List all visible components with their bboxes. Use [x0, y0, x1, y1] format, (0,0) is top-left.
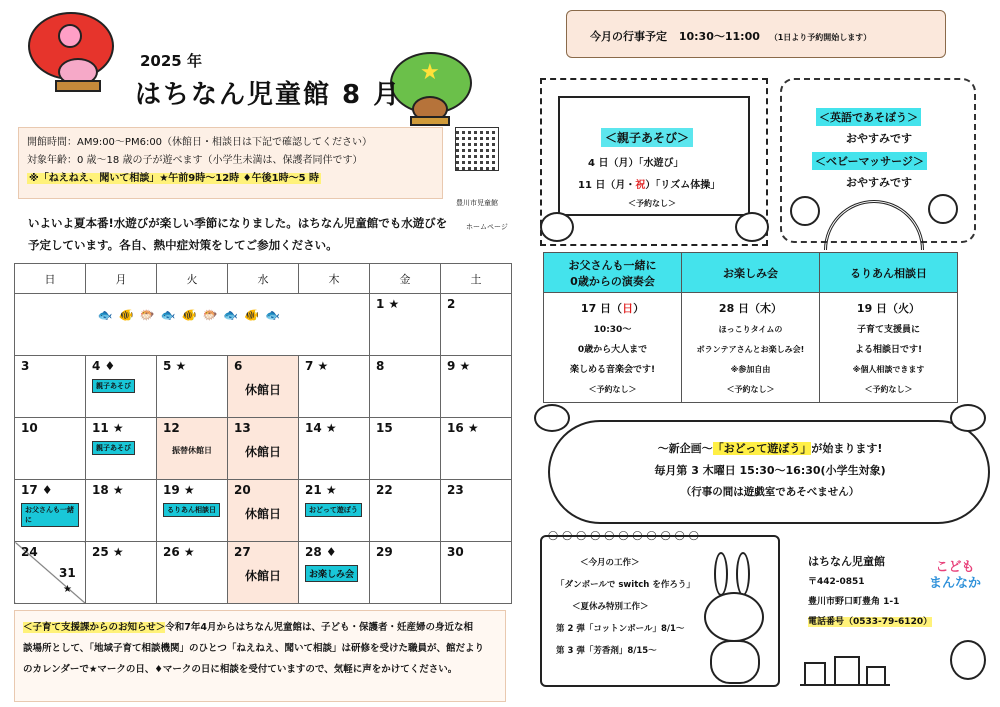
event-date: 28 日（木） — [718, 302, 783, 315]
events-header-row — [544, 253, 958, 293]
event-reservation: ＜予約なし＞ — [588, 385, 637, 394]
event-header-text: 0歳からの演奏会 — [570, 274, 655, 288]
event-date — [581, 302, 644, 315]
english-status: おやすみです — [846, 132, 912, 145]
event-date-text: ） — [633, 302, 645, 315]
fish-decoration-icon: 🐟🐠🐡🐟🐠🐡🐟🐠🐟 — [15, 294, 370, 356]
event-date: 19 日（火） — [856, 302, 921, 315]
oyako-line2-text: ）「リズム体操」 — [645, 180, 721, 191]
child-icon — [928, 194, 958, 224]
odotte-line1 — [560, 440, 980, 456]
day-cell[interactable]: 23 — [441, 480, 512, 542]
event-header-text: お父さんも一緒に — [568, 258, 657, 272]
notice-heading: ＜子育て支援課からのお知らせ＞ — [23, 622, 166, 633]
year-label: 2025 年 — [140, 52, 202, 70]
day-cell[interactable] — [15, 480, 86, 542]
calendar-week-2 — [15, 356, 512, 418]
closed-label: 振替休館日 — [172, 446, 212, 455]
day-cell[interactable]: 16 ★ — [441, 418, 512, 480]
day-number: 17 ♦ — [21, 483, 53, 497]
child-icon — [790, 196, 820, 226]
day-number: 4 ♦ — [92, 359, 116, 373]
day-cell[interactable]: 14 ★ — [299, 418, 370, 480]
day-cell-closed[interactable] — [228, 480, 299, 542]
contact-block — [808, 552, 932, 632]
qr-code-icon[interactable] — [455, 127, 499, 171]
rabbit-icon — [700, 552, 774, 688]
star-icon: ★ — [420, 60, 440, 85]
houses-icon — [800, 652, 890, 686]
holiday-mark: 祝 — [635, 180, 646, 191]
girl-icon — [950, 640, 986, 680]
day-number: 27 — [234, 545, 251, 559]
event-tag: お楽しみ会 — [305, 565, 358, 582]
calendar-week-5 — [15, 542, 512, 604]
calendar-header-row — [15, 264, 512, 294]
odotte-highlight: 「おどって遊ぼう」 — [712, 442, 812, 455]
day-cell[interactable]: 9 ★ — [441, 356, 512, 418]
notice-text: のカレンダーで★マークの日、♦マークの日に相談を受付ていますので、気軽に声をかけてください。 — [23, 664, 458, 675]
notebook-rings-icon: ◯◯◯◯◯◯◯◯◯◯◯ — [548, 531, 703, 541]
weekday-thu: 木 — [299, 264, 370, 294]
day-cell[interactable]: 22 — [370, 480, 441, 542]
odotte-text: ～新企画～ — [657, 442, 713, 455]
hours-line: 開館時間：AM9:00～PM6:00（休館日・相談日は下記で確認してください） — [27, 137, 373, 148]
contact-phone: 電話番号（0533-79-6120） — [808, 617, 933, 627]
day-cell[interactable] — [299, 480, 370, 542]
day-cell-closed[interactable] — [157, 418, 228, 480]
basket-icon — [410, 116, 450, 126]
bird-icon — [534, 404, 570, 432]
weekday-tue: 火 — [157, 264, 228, 294]
day-number: 24 — [21, 545, 38, 559]
event-tag: るりあん相談日 — [163, 503, 220, 517]
schedule-time: 10:30～11:00 — [678, 30, 760, 43]
event-cell-consult — [820, 293, 958, 403]
day-cell-split[interactable] — [15, 542, 86, 604]
logo-line2: まんなか — [928, 576, 981, 591]
bird-icon — [950, 404, 986, 432]
age-line: 対象年齢：0 歳～18 歳の子が遊べます（小学生未満は、保護者同伴です） — [27, 155, 363, 166]
day-cell[interactable]: 2 — [441, 294, 512, 356]
qr-label: 豊川市児童館 — [456, 199, 498, 207]
calendar — [14, 263, 512, 604]
oyako-reservation: ＜予約なし＞ — [628, 199, 676, 208]
oyako-line1: 4 日（月）「水遊び」 — [588, 158, 684, 169]
day-number-31: 31 — [59, 566, 76, 580]
day-number: 28 ♦ — [305, 545, 337, 559]
calendar-week-3 — [15, 418, 512, 480]
weekday-sun: 日 — [15, 264, 86, 294]
odotte-line2: 毎月第 3 木曜日 15:30～16:30(小学生対象) — [654, 464, 886, 477]
event-header-consult: るりあん相談日 — [820, 253, 958, 293]
english-title: ＜英語であそぼう＞ — [816, 108, 921, 126]
day-cell-closed[interactable] — [228, 418, 299, 480]
schedule-title: 今月の行事予定 — [590, 30, 667, 43]
craft-item: 第 3 弾「芳香剤」8/15～ — [556, 646, 657, 656]
weekday-wed: 水 — [228, 264, 299, 294]
contact-name: はちなん児童館 — [808, 555, 885, 568]
day-cell[interactable] — [299, 542, 370, 604]
day-number: 11 ★ — [92, 421, 124, 435]
contact-address: 豊川市野口町豊角 1-1 — [808, 597, 900, 607]
event-text: ほっこりタイムの — [718, 325, 783, 334]
day-cell[interactable]: 15 — [370, 418, 441, 480]
consult-hours-line: ※「ねえねえ、聞いて相談」★午前9時～12時 ♦午後1時～5 時 — [29, 173, 320, 184]
schedule-banner-text — [590, 28, 871, 44]
event-text: ボランテアさんとお楽しみ会! — [696, 345, 805, 354]
contact-zip: 〒442-0851 — [808, 577, 865, 587]
day-cell[interactable]: 18 ★ — [86, 480, 157, 542]
day-cell[interactable]: 30 — [441, 542, 512, 604]
notice-text: 談場所として、「地域子育て相談機関」のひとつ「ねえねえ、聞いて相談」は研修を受けた職員が、館だより — [23, 643, 484, 654]
schedule-note: （1日より予約開始します） — [769, 33, 872, 42]
event-text: ※個人相談できます — [852, 365, 925, 374]
day-cell[interactable]: 25 ★ — [86, 542, 157, 604]
event-cell-concert — [544, 293, 682, 403]
event-text: ※参加自由 — [730, 365, 771, 374]
basket-icon — [55, 80, 101, 92]
day-cell[interactable]: 3 — [15, 356, 86, 418]
day-cell[interactable] — [86, 418, 157, 480]
craft-head-summer: ＜夏休み特別工作＞ — [572, 602, 649, 612]
day-cell[interactable]: 8 — [370, 356, 441, 418]
event-header-concert — [544, 253, 682, 293]
day-cell[interactable] — [157, 480, 228, 542]
day-cell[interactable] — [86, 356, 157, 418]
calendar-week-4 — [15, 480, 512, 542]
day-cell[interactable]: 29 — [370, 542, 441, 604]
event-text: よる相談日です! — [854, 345, 923, 355]
chick-icon — [540, 212, 574, 242]
event-tag: 親子あそび — [92, 441, 135, 455]
event-header-party: お楽しみ会 — [682, 253, 820, 293]
chick-icon — [735, 212, 769, 242]
closed-label: 休館日 — [244, 383, 281, 397]
event-reservation: ＜予約なし＞ — [726, 385, 775, 394]
day-number: 12 — [163, 421, 180, 435]
craft-item: 「ダンボールで switch を作ろう」 — [556, 580, 695, 590]
day-cell[interactable]: 7 ★ — [299, 356, 370, 418]
day-cell[interactable]: 1 ★ — [370, 294, 441, 356]
weekday-mon: 月 — [86, 264, 157, 294]
notice-box — [14, 610, 506, 702]
qr-label-homepage: ホームページ — [466, 223, 508, 231]
odotte-text: が始まります! — [811, 442, 883, 455]
events-body-row — [544, 293, 958, 403]
weekday-fri: 金 — [370, 264, 441, 294]
intro-text: いよいよ夏本番!水遊びが楽しい季節になりました。はちなん児童館でも水遊びを予定しています。各自、熱中症対策をしてご参加ください。 — [28, 216, 448, 252]
event-text: 楽しめる音楽会です! — [569, 365, 656, 375]
closed-label: 休館日 — [244, 445, 281, 459]
event-text: 子育て支援員に — [856, 325, 920, 335]
oyako-title: ＜親子あそび＞ — [601, 128, 693, 147]
logo-line1: こども — [935, 560, 975, 575]
day-number: 21 ★ — [305, 483, 337, 497]
event-date-text: 17 日（ — [580, 302, 623, 315]
day-cell[interactable]: 10 — [15, 418, 86, 480]
day-cell[interactable]: 26 ★ — [157, 542, 228, 604]
flower-icon — [58, 24, 82, 48]
sunday-mark: 日 — [622, 302, 634, 315]
page-title: はちなん児童館 8 月 — [135, 80, 402, 110]
craft-item: 第 2 弾「コットンボール」8/1～ — [556, 624, 685, 634]
event-reservation: ＜予約なし＞ — [864, 385, 913, 394]
kodomo-mannaka-logo — [925, 560, 985, 592]
day-cell-closed[interactable] — [228, 356, 299, 418]
day-number: 20 — [234, 483, 251, 497]
events-table — [543, 252, 958, 403]
day-number: 13 — [234, 421, 251, 435]
oyako-line2 — [578, 176, 720, 191]
star-icon: ★ — [63, 584, 72, 595]
day-number: 19 ★ — [163, 483, 195, 497]
info-box — [18, 127, 443, 199]
event-text: 10:30～ — [593, 325, 632, 335]
massage-status: おやすみです — [846, 176, 912, 189]
day-cell[interactable]: 5 ★ — [157, 356, 228, 418]
craft-head: ＜今月の工作＞ — [580, 558, 640, 568]
odotte-line3: （行事の間は遊戯室であそべません） — [680, 486, 860, 498]
weekday-sat: 土 — [441, 264, 512, 294]
closed-label: 休館日 — [244, 569, 281, 583]
calendar-week-1 — [15, 294, 512, 356]
event-cell-party — [682, 293, 820, 403]
closed-label: 休館日 — [244, 507, 281, 521]
massage-title: ＜ベビーマッサージ＞ — [812, 152, 927, 170]
event-tag: 親子あそび — [92, 379, 135, 393]
notice-text: 令和7年4月からはちなん児童館は、子ども・保護者・妊産婦の身近な相 — [165, 622, 473, 633]
event-tag: お父さんも一緒に — [21, 503, 79, 527]
oyako-line2-text: 11 日（月・ — [578, 180, 636, 191]
day-cell-closed[interactable] — [228, 542, 299, 604]
event-text: 0歳から大人まで — [577, 345, 648, 355]
day-number: 6 — [234, 359, 243, 373]
event-tag: おどって遊ぼう — [305, 503, 362, 517]
